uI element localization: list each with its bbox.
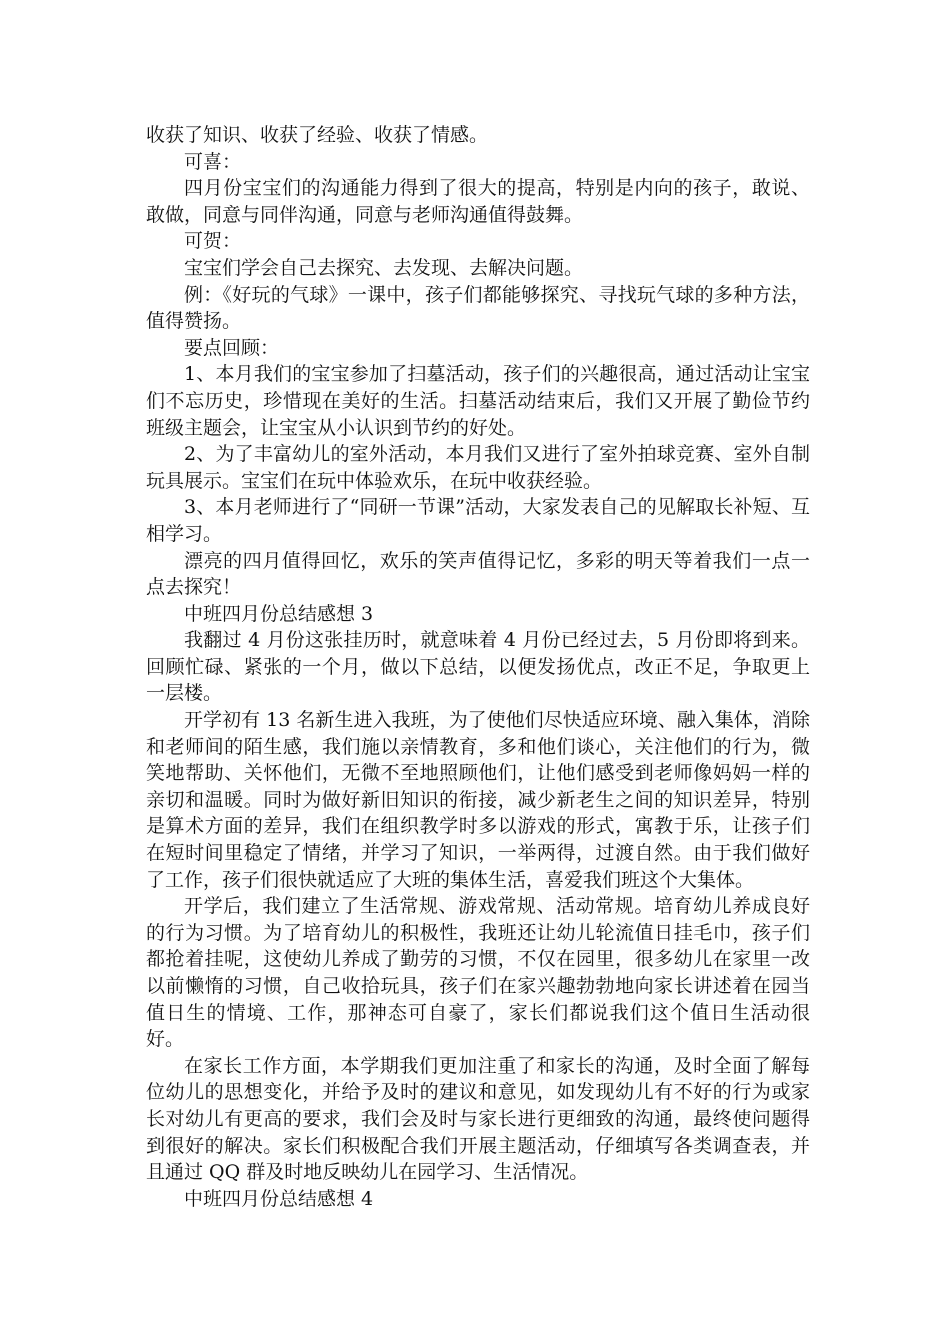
section-heading: 中班四月份总结感想 4 <box>184 1187 374 1210</box>
document-page <box>146 122 810 1212</box>
section-label: 要点回顾： <box>184 336 280 359</box>
paragraph: 宝宝们学会自己去探究、去发现、去解决问题。 <box>184 256 584 279</box>
paragraph: 四月份宝宝们的沟通能力得到了很大的提高，特别是内向的孩子，敢说、敢做，同意与同伴沟通，同意与老师沟通值得鼓舞。 <box>146 177 810 226</box>
paragraph: 开学初有 13 名新生进入我班，为了使他们尽快适应环境、融入集体，消除和老师间的陌生感，我们施以亲情教育，多和他们谈心，关注他们的行为，微笑地帮助、关怀他们，无微不至地照顾他们，让他们感受到老师像妈妈一样的亲切和温暖。同时为做好新旧知识的衔接，减少新老生之间的知识差异，特别是算术方面的差异，我们在组织教学时多以游戏的形式，寓教于乐，让孩子们在短时间里稳定了情绪，并学习了知识，一举两得，过渡自然。由于我们做好了工作，孩子们很快就适应了大班的集体生活，喜爱我们班这个大集体。 <box>146 709 810 891</box>
paragraph: 开学后，我们建立了生活常规、游戏常规、活动常规。培育幼儿养成良好的行为习惯。为了培育幼儿的积极性，我班还让幼儿轮流值日挂毛巾，孩子们都抢着挂呢，这使幼儿养成了勤劳的习惯，不仅在园里，很多幼儿在家里一改以前懒惰的习惯，自己收拾玩具，孩子们在家兴趣勃勃地向家长讲述着在园当值日生的情境、工作，那神态可自豪了，家长们都说我们这个值日生活动很好。 <box>146 895 810 1051</box>
paragraph: 例：《好玩的气球》一课中，孩子们都能够探究、寻找玩气球的多种方法，值得赞扬。 <box>146 283 810 333</box>
paragraph: 3、本月老师进行了“同研一节课”活动，大家发表自己的见解取长补短、互相学习。 <box>146 496 810 545</box>
paragraph: 收获了知识、收获了经验、收获了情感。 <box>146 124 489 146</box>
paragraph: 1、本月我们的宝宝参加了扫墓活动，孩子们的兴趣很高，通过活动让宝宝们不忘历史，珍惜现在美好的生活。扫墓活动结束后，我们又开展了勤俭节约班级主题会，让宝宝从小认识到节约的好处。 <box>146 363 810 439</box>
section-label: 可贺： <box>184 230 242 253</box>
paragraph: 2、为了丰富幼儿的室外活动，本月我们又进行了室外拍球竞赛、室外自制玩具展示。宝宝们在玩中体验欢乐，在玩中收获经验。 <box>146 443 810 492</box>
paragraph: 漂亮的四月值得回忆，欢乐的笑声值得记忆，多彩的明天等着我们一点一点去探究！ <box>146 549 810 599</box>
paragraph: 我翻过 4 月份这张挂历时，就意味着 4 月份已经过去，5 月份即将到来。回顾忙碌、紧张的一个月，做以下总结，以便发扬优点，改正不足，争取更上一层楼。 <box>146 629 810 705</box>
section-heading: 中班四月份总结感想 3 <box>184 602 374 625</box>
paragraph: 在家长工作方面，本学期我们更加注重了和家长的沟通，及时全面了解每位幼儿的思想变化，并给予及时的建议和意见，如发现幼儿有不好的行为或家长对幼儿有更高的要求，我们会及时与家长进行更细致的沟通，最终使问题得到很好的解决。家长们积极配合我们开展主题活动，仔细填写各类调查表，并且通过 QQ 群及时地反映幼儿在园学习、生活情况。 <box>146 1054 810 1184</box>
section-label: 可喜： <box>184 150 242 173</box>
